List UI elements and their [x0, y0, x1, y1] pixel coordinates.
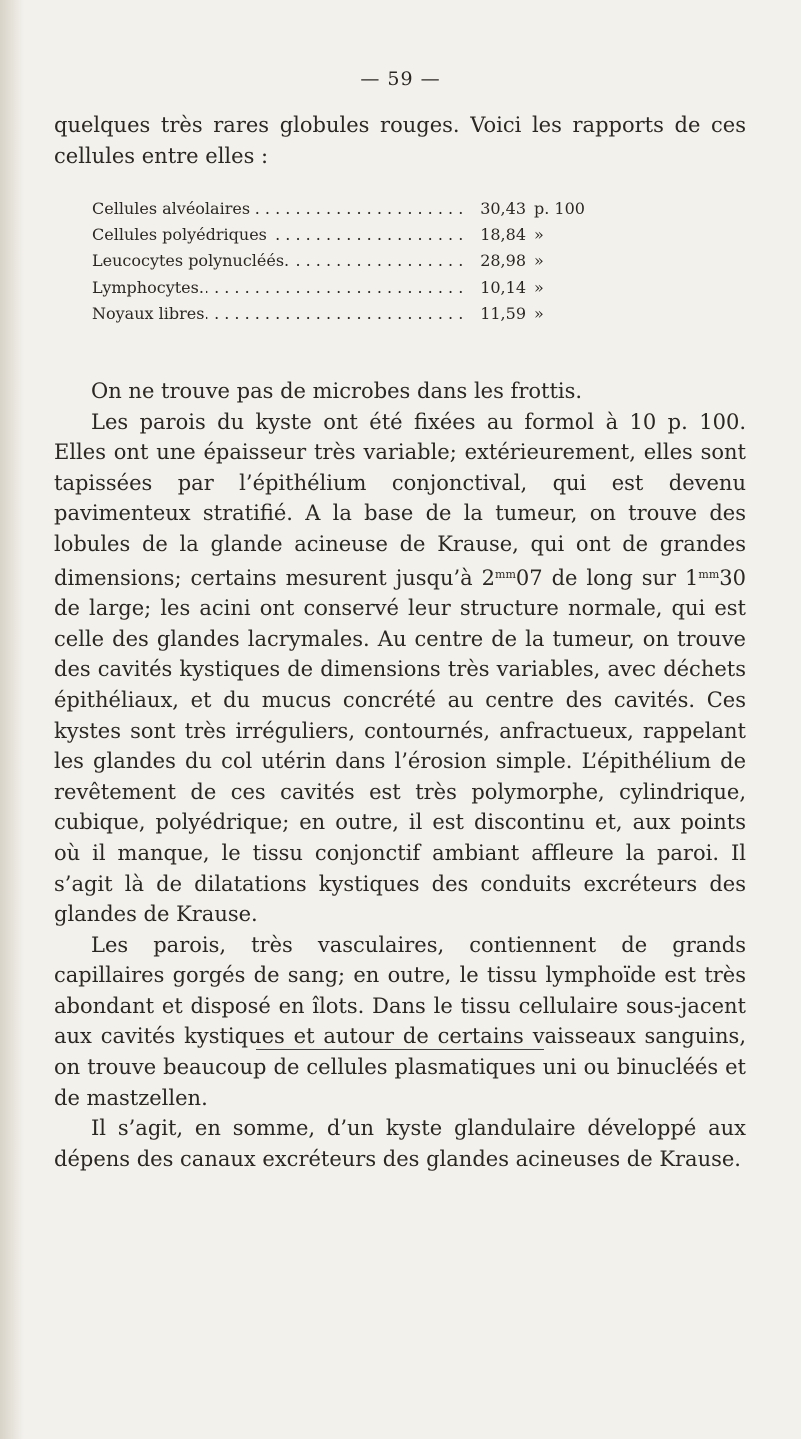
row-label: Cellules alvéolaires — [92, 199, 251, 218]
cell-ratio-table — [92, 196, 732, 327]
row-value: 10,14 — [480, 277, 526, 297]
horizontal-rule — [256, 1049, 544, 1050]
table-row — [92, 275, 732, 301]
table-row — [92, 222, 732, 248]
page-gutter-shadow — [0, 0, 24, 1439]
paragraph-conclusion: Il s’agit, en somme, d’un kyste glandulaire développé aux dépens des canaux excréteurs des glandes acineuses de Krause. — [54, 1116, 746, 1171]
row-unit: » — [534, 225, 544, 245]
paragraph-vascular: Les parois, très vasculaires, contiennent de grands capillaires gorgés de sang; en outre, le tissu lymphoïde est très abondant et disposé en îlots. Dans le tissu cellulaire sous-jacent aux cavités kystiques et autour de certains vaisseaux sanguins, on trouve beaucoup de cellules plasmatiques uni ou binucléés et de mastzellen. — [54, 932, 746, 1110]
row-label: Lymphocytes. — [92, 277, 204, 297]
table-row — [92, 196, 732, 222]
body-text — [54, 376, 746, 1174]
row-value: 18,84 — [480, 225, 526, 245]
row-unit: » — [534, 303, 544, 323]
row-value: 28,98 — [480, 251, 526, 271]
row-label: Noyaux libres — [92, 303, 205, 323]
page-number: — 59 — — [360, 68, 441, 90]
table-row — [92, 301, 732, 327]
row-value: 30,43 — [480, 199, 526, 218]
row-label: Leucocytes polynucléés. — [92, 251, 290, 271]
row-unit: p. 100 — [534, 199, 585, 218]
row-label: Cellules polyédriques — [92, 225, 267, 245]
row-value: 11,59 — [480, 303, 526, 323]
paragraph-microbes: On ne trouve pas de microbes dans les frottis. — [91, 379, 583, 403]
intro-paragraph: quelques très rares globules rouges. Voici les rapports de ces cellules entre elles : — [54, 113, 746, 168]
table-row — [92, 248, 732, 274]
paragraph-walls: Les parois du kyste ont été fixées au formol à 10 p. 100. Elles ont une épaisseur très variable; extérieurement, elles sont tapissées par l’épithélium conjonctival, qui est devenu pavimenteux stratifié. A la base de la tumeur, on trouve des lobules de la glande acineuse de Krause, qui ont de grandes dimensions; certains mesurent jusqu’à $2^{mm}07$ de long sur $1^{mm}30$ de large; les acini ont conservé leur structure normale, qui est celle des glandes lacrymales. Au centre de la tumeur, on trouve des cavités kystiques de dimensions très variables, avec déchets épithéliaux, et du mucus concrété au centre des cavités. Ces kystes sont très irréguliers, contournés, anfractueux, rappelant les glandes du col utérin dans l’érosion simple. L’épithélium de revêtement de ces cavités est très polymorphe, cylindrique, cubique, polyédrique; en outre, il est discontinu et, aux points où il manque, le tissu conjonctif ambiant affleure la paroi. Il s’agit là de dilatations kystiques des conduits excréteurs des glandes de Krause. — [54, 409, 747, 927]
row-unit: » — [534, 277, 544, 297]
row-unit: » — [534, 251, 544, 271]
